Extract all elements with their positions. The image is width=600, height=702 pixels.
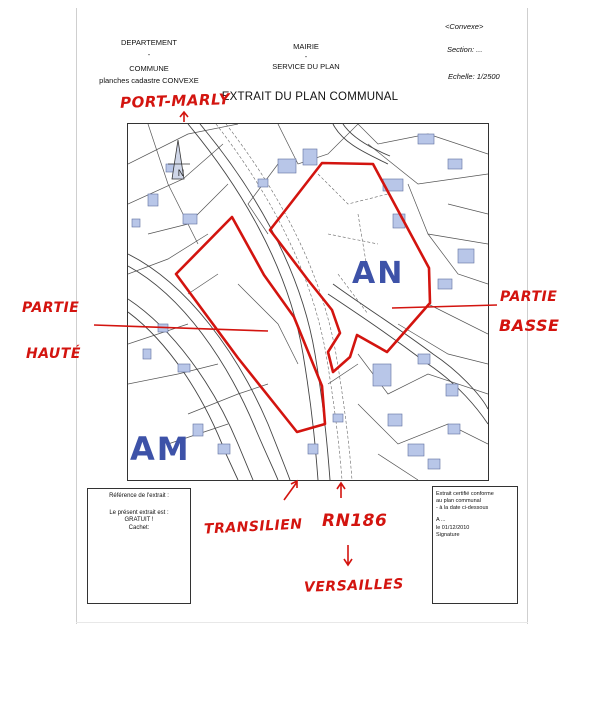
cachet-label: Cachet:	[128, 525, 150, 531]
annotation-partie-haute-line2: HAUTÉ	[26, 346, 81, 362]
present-extract-label: Le présent extrait est :	[109, 510, 169, 516]
header-commune: COMMUNE	[129, 64, 169, 73]
cert-date: le 01/12/2010	[436, 525, 470, 531]
cert-line-2: au plan communal	[436, 498, 481, 504]
cert-line-4: A ...	[436, 517, 446, 523]
cert-line-1: Extrait certifié conforme	[436, 491, 494, 497]
header-dash: -	[147, 50, 151, 59]
cert-signature: Signature	[436, 532, 460, 538]
annotation-rn186: RN186	[322, 511, 388, 531]
page-title: EXTRAIT DU PLAN COMMUNAL	[221, 91, 399, 103]
sheet-shadow	[76, 622, 528, 623]
zone-am-label: AM	[130, 430, 191, 468]
header-echelle: Echelle: 1/2500	[448, 72, 500, 81]
buildings	[132, 134, 474, 469]
header-section: Section: ...	[447, 45, 483, 54]
annotation-versailles: VERSAILLES	[303, 576, 405, 596]
header-service: SERVICE DU PLAN	[272, 62, 340, 71]
header-departement: DEPARTEMENT	[121, 38, 177, 47]
reference-box	[87, 488, 191, 604]
reference-label: Référence de l'extrait :	[109, 493, 169, 499]
header-commune-name: planches cadastre CONVEXE	[99, 76, 199, 85]
header-mairie: MAIRIE	[293, 42, 319, 51]
annotation-partie-basse-line1: PARTIE	[500, 289, 558, 305]
annotation-port-marly: PORT-MARLY	[119, 90, 231, 112]
zone-an-label: AN	[352, 256, 405, 291]
certification-box	[432, 486, 518, 604]
north-label: N	[177, 168, 185, 178]
annotation-transilien: TRANSILIEN	[203, 516, 303, 538]
annotation-partie-basse-line2: BASSE	[499, 316, 560, 335]
header-convexe: <Convexe>	[445, 22, 484, 31]
header-dash-2: -	[304, 52, 308, 61]
cert-line-3: - à la date ci-dessous	[436, 505, 489, 511]
cadastre-drawing	[128, 124, 488, 480]
annotation-partie-haute-line1: PARTIE	[22, 300, 80, 316]
gratuit-label: GRATUIT !	[124, 517, 154, 523]
cadastre-map	[127, 123, 489, 481]
